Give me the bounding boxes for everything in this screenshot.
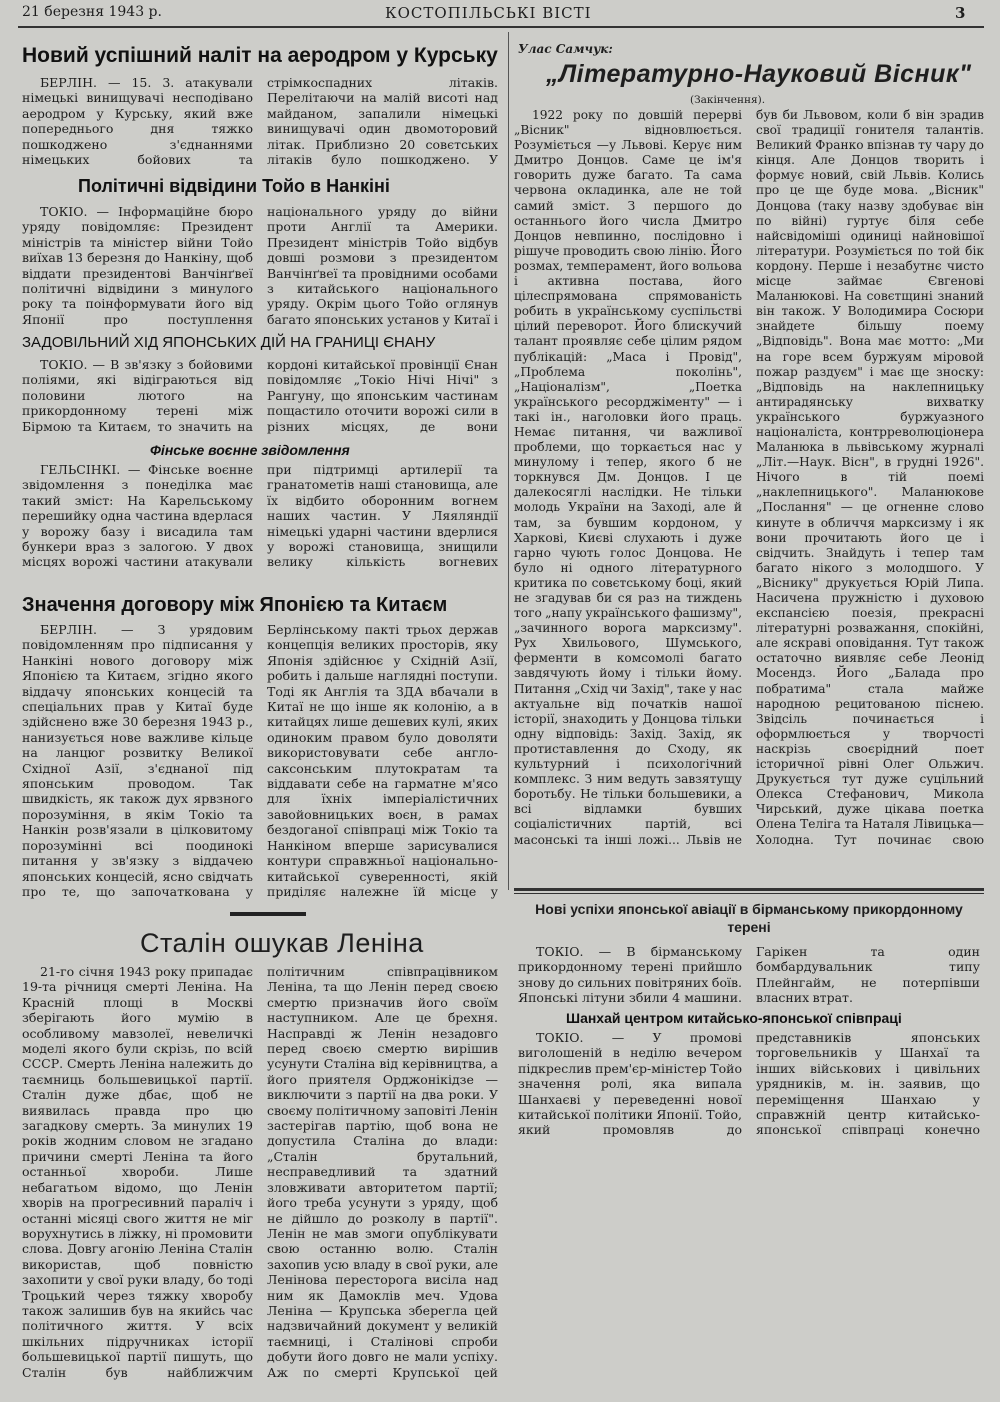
article-yunnan-body <box>22 357 498 435</box>
article-finnish-text: ГЕЛЬСІНКІ. — Фінське воєнне звідомлення з понеділка має такий зміст: На Карельському перешийку одна частина вдерлася у ворожу базу і висадила там бункери враз з залогою. У двох місцях ворожі частини атакували при підтримці артилерії та гранатометів наші становища, але їх відбито оборонним вогнем наших частин. У Ляяляндії німецькі ударні частини вдерлися у ворожі становища, знищили велику кількість вогневих <box>22 462 498 570</box>
right-separator <box>514 888 984 894</box>
article-finnish-body <box>22 462 498 584</box>
article-lnv-note: (Закінчення). <box>690 94 766 106</box>
article-kursk-text: БЕРЛІН. — 15. 3. атакували німецькі винищувачі несподівано аеродром у Курську, який вже попереднього дня тяжко пошкоджено з'єднаннями німецьких бойових та стрімкоспадних літаків. Перелітаючи на малій висоті над майданом, запалили німецькі винищувачі один двомоторовий літак. Приблизно 20 совєтських літаків було пошкоджено. У <box>22 75 498 168</box>
article-yunnan-title: ЗАДОВІЛЬНИЙ ХІД ЯПОНСЬКИХ ДІЙ НА ГРАНИЦІ ЄНАНУ <box>22 334 436 351</box>
section-separator <box>230 912 306 916</box>
article-kursk-body <box>22 75 498 169</box>
column-divider <box>508 32 509 890</box>
issue-date: 21 березня 1943 р. <box>22 4 162 20</box>
article-aviation-title: Нові успіхи японської авіації в бірманському прикордонному терені <box>535 901 963 935</box>
article-yunnan-text: ТОКІО. — В зв'язку з бойовими поліями, які відіграються від половини лютого на прикордонному терені між Бірмою та Китаєм, то значить на кордоні китайської провінції Єнан повідомляє „Токіо Нічі Нічі" з Рангуну, що японським частинам пощастило оточити ворожі сили в різних місцях, де вони <box>22 357 498 434</box>
article-lnv-body <box>514 108 984 860</box>
article-aviation-text: ТОКІО. — В бірманському прикордонному терені прийшло знову до сильних повітряних боїв. Японські літуни збили 4 машини. Гарікен та один бомбардувальник типу Плейнгайм, не потерпівши власних втрат. <box>518 944 980 1006</box>
newspaper-title: КОСТОПІЛЬСЬКІ ВІСТІ <box>385 4 592 22</box>
article-treaty-title: Значення договору між Японією та Китаєм <box>22 594 448 616</box>
article-tojo-body <box>22 204 498 328</box>
article-kursk-title: Новий успішний наліт на аеродром у Курську <box>22 44 498 67</box>
article-finnish-title: Фінське воєнне звідомлення <box>150 442 350 458</box>
article-lnv-title: „Літературно-Науковий Вісник" <box>546 60 972 88</box>
article-stalin-title: Сталін ошукав Леніна <box>140 928 424 958</box>
article-treaty-body <box>22 622 498 906</box>
header-rule <box>18 26 984 28</box>
article-treaty-text: БЕРЛІН. — З урядовим повідомленням про підписання у Нанкіні нового договору між Японією та Китаєм, згідно якого віддачу японських концесій та спеціальних прав у Китаї буде здійснено вже 30 березня 1943 р., нанизується нове важливе кільце на ланцюг розвитку Великої Східної Азії, з'єднаної під японським проводом. Так швидкість, як також дух ярвзного порозуміння, в якім Токіо та Нанкін розв'язали в цілковитому порозумінні всі поодинокі питання у зв'язку з віддачею японських концесій, ясно свідчать про те, що започаткована у Берлінському пакті трьох держав концепція великих просторів, яку Японія здійснює у Східній Азії, робить і дальше наглядні поступи. Тоді як Англія та ЗДА вбачали в Китаї не що інше як колонію, а в китайцях лише дешевих кулі, яких одиноким правом було доволяти використовувати себе англо-саксонським плутократам та віддавати себе на гарматне м'ясо для їхніх імперіалістичних завойовницьких воєн, в рамах бездоганої співпраці між Токіо та Нанкіном вперше зарисувалися контури справжньої національно-китайської суверенності, якій приділяє належне їй місце у <box>22 622 498 899</box>
article-shanghai-body <box>518 1030 980 1140</box>
article-tojo-text: ТОКІО. — Інформаційне бюро уряду повідомляє: Президент міністрів та міністер війни Тойо виїхав 13 березня до Нанкіну, щоб віддати президентові Ванчінґвеї політичні відвідини з минулого року та поінформувати його від Японії про поступлення національного уряду до війни проти Англії та Америки. Президент міністрів Тойо відбув довші розмови з президентом Ванчінґвеї та провідними особами з китайського національного уряду. Окрім цього Тойо оглянув багато японських установ у Китаї і <box>22 204 498 327</box>
article-tojo-title: Політичні відвідини Тойо в Нанкіні <box>78 176 390 196</box>
page-number: 3 <box>955 4 966 22</box>
article-shanghai-text: ТОКІО. — У промові виголошеній в неділю вечером підкреслив прем'єр-міністер Тойо значення ролі, яка випала Шанхаєві у переведенні нової китайської політики Японії. Тойо, який промовляв до представників японських торговельників у Шанхаї та інших військових і цивільних урядників, м. ін. заявив, що переміщення Шанхаю у справжній центр китайсько-японської співпраці конечно <box>518 1030 980 1138</box>
article-lnv-byline: Улас Самчук: <box>518 42 613 56</box>
article-lnv-text: 1922 року по довшій перерві „Вісник" відновлюється. Розуміється —у Львові. Керує ним Дмитро Донцов. Саме це ім'я говорить дуже багато. Та сама червона окладинка, але не той самий зміст. З першого до останнього його числа Дмитро Донцов невпинно, послідовно і рішуче проводить свою лінію. Його розмах, темперамент, його вольова і активна постава, його цілеспрямована спрямованість робить в українському суспільстві цілий переворот. Його блискучий талант проявляє себе цілим рядом публікацій: „Маса і Провід", „Проблема поколінь", „Націоналізм", „Поетка українського ресорджіменту" — і такі ін., наголовки його праць. Немає питання, чи важливої проблеми, що торкається нас у минулому і тепер, якого б не торкнувся Дм. Донцов. І це далекосяглі наслідки. Не тільки молодь України на Заході, але й там, за бувшим кордоном, у Харкові, Києві слухають і дуже гарно чують голос Донцова. Не було ні одного літературного критика по совєтському боці, який не згадував би ся раз на тиждень того „напу українського фашизму", „зачинного ворога марксизму". Рух Хвильового, Шумського, ферменти в комсомолі багато завдячують йому і тільки йому. Питання „Схід чи Захід", таке у нас актуальне від початків нашої історії, знаходить у Донцова тільки одну відповідь: Захід. Захід, як протиставлення до Сходу, як культурний і психологічний комплекс. З ним ведуть завзятущу боротьбу. Не тільки большевики, а всі відламки бувших соціалістичних партій, всі масонські та інші ложі... Львів не був би Львовом, коли б він зрадив свої традиції гонителя талантів. Великий Франко впізнав ту чару до кінця. Але Донцов творить і формує новий, свій Львів. Колись про це ще буде мова. „Вісник" Донцова (таку назву здобуває він по війні) гуртує біля себе найсвідоміші одиниці найновішої літератури. Розуміється по той бік кордону. Перше і незабутнє чисто місце займає Євгенові Маланюкові. На совєтщині знаний він також. У Володимира Сосюри знайдете більшу поему „Відповідь". Вона має мотто: „Ми на горе всем буржуям міровой пожар раздуєм" і має ще зноску: „Відповідь на наклепницьку антирадянську вихватку українського буржуазного націоналіста, контрреволюціонера Маланюка в львівському журналі „Літ.—Наук. Вісн", в грудні 1926". Нічого в тій поемі „наклепницького". Маланюкове „Послання" — це огненне слово кинуте в обличчя марксизму і як вони прочитають його це і свідчить. Знайдуть і тепер там багато нікого з молодшого. У „Віснику" друкується Юрій Липа. Насичена пружністю і духовою експансією поезія, прекрасні літературні розважання, спокійні, але яскраві оповідання. Тут також остаточно виявляє себе Леонід Мосендз. Його „Балада про побратима" стала майже народною рецитованою піснею. Звідсіль починається і оформлюється у творчості наскрізь своєрідний поет історичної рівні Олег Ольжич. Друкується тут дуже суцільний Олекса Стефанович, Микола Чирський, дуже цікава поетка Олена Теліга та Наталя Лівицька—Холодна. Тут починає свою <box>514 108 984 847</box>
article-stalin-body <box>22 964 498 1392</box>
article-shanghai-title: Шанхай центром китайсько-японської співпраці <box>566 1010 902 1026</box>
article-stalin-text: 21-го січня 1943 року припадає 19-та річниця смерті Леніна. На Красній площі в Москві зберігають його мумію в особливому мавзолеї, невеличкі моделі якого були скрізь, по всій СССР. Смерть Леніна належить до таємниць большевицької партії. Сталін дуже дбає, щоб не виявилась правда про цю загадкову смерть. За минулих 19 років жодним словом не згадано причини смерті Леніна та його останньої хвороби. Лише небагатьом відомо, що Ленін хворів на прогресивний параліч і останні місяці свого життя не міг ворухнутись в ліжку, ні промовити слова. Довгу агонію Леніна Сталін використав, щоб повністю захопити у свої руки владу, бо тоді Троцький через тяжку хворобу також залишив був на якийсь час політичного життя. У всіх шкільних підручниках історії большевицької партії пишуть, що Сталін був найближчим політичним співпрацівником Леніна, та що Ленін перед своєю смертю призначив його своїм наступником. Але це брехня. Насправді ж Ленін незадовго перед своєю смертю вирішив усунути Сталіна від керівництва, а його приятеля Орджонікідзе — виключити з партії на два роки. У своєму політичному заповіті Ленін застерігав партію, щоб вона не допустила Сталіна до влади: „Сталін брутальний, несправедливий та здатний зловживати авторитетом партії; його треба усунути з уряду, щоб не дійшло до розколу в партії". Ленін не мав змоги опублікувати свою останню волю. Сталін захопив усю владу в свої руки, але Ленінова пересторога висіла над ним як Дамоклів меч. Удова Леніна — Крупська зберегла цей надзвичайний документ у великій таємниці, і Сталінові спроби добути його довго не мали успіху. Аж по смерті Крупської цей <box>22 964 498 1380</box>
article-aviation-body <box>518 944 980 1008</box>
